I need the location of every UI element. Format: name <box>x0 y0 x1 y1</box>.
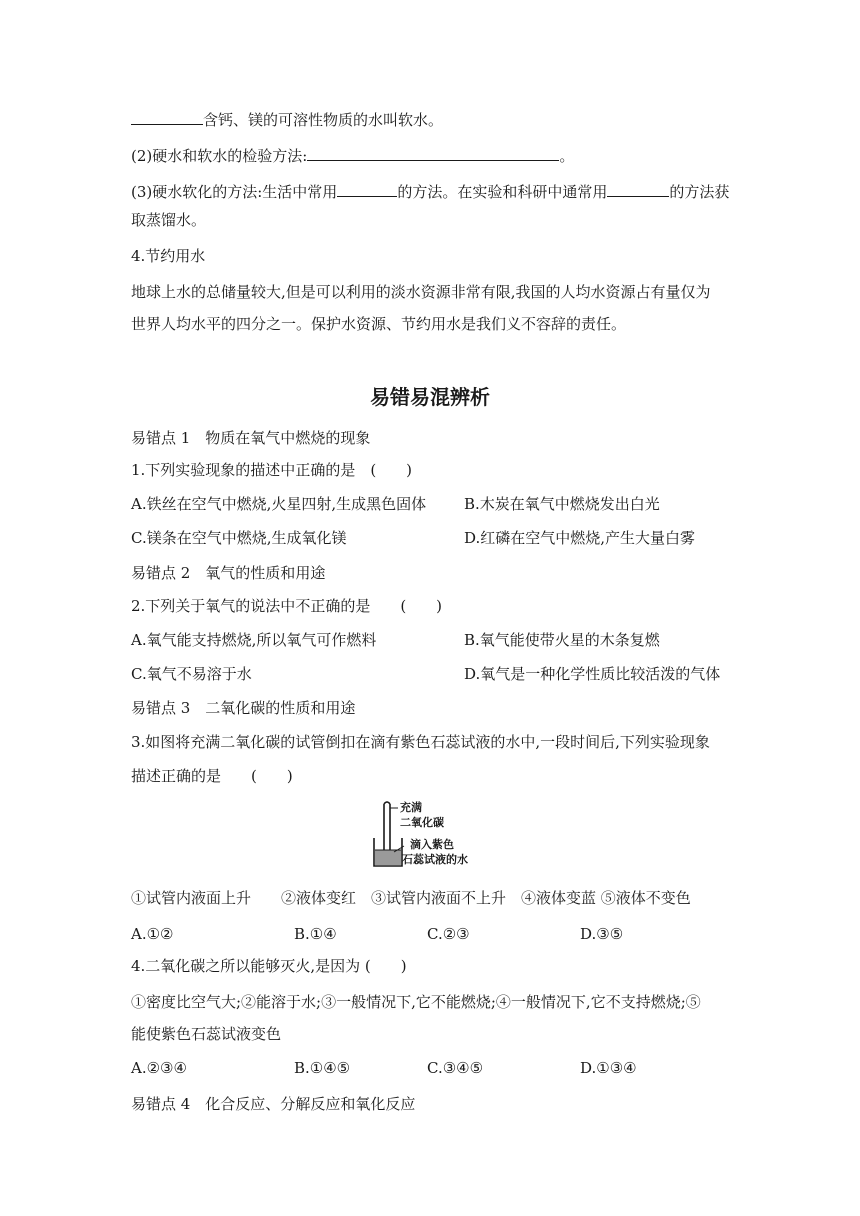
figure-label-1: 充满 <box>400 801 422 814</box>
option-d[interactable]: D.③⑤ <box>580 925 624 943</box>
figure-label-4: 石蕊试液的水 <box>402 853 468 866</box>
question-4-text: 4.二氧化碳之所以能够灭火,是因为 ( ) <box>131 957 407 975</box>
option-d[interactable]: D.红磷在空气中燃烧,产生大量白雾 <box>464 529 696 547</box>
soft-water-definition-line <box>131 110 443 130</box>
question-2-line <box>131 146 574 166</box>
question-3-line <box>131 182 729 202</box>
question-2-end: 。 <box>559 147 575 165</box>
option-b[interactable]: B.①④⑤ <box>294 1059 351 1077</box>
option-a[interactable]: A.①② <box>131 925 174 943</box>
question-4-statements-line-2: 能使紫色石蕊试液变色 <box>131 1025 282 1043</box>
error-point-2-label: 易错点 2 氧气的性质和用途 <box>131 564 326 582</box>
question-4-statements-line-1: ①密度比空气大;②能溶于水;③一般情况下,它不能燃烧;④一般情况下,它不支持燃烧;⑤ <box>131 993 701 1011</box>
option-c[interactable]: C.②③ <box>427 925 470 943</box>
section-4-title: 4.节约用水 <box>131 247 206 265</box>
option-d[interactable]: D.①③④ <box>580 1059 637 1077</box>
question-1-options-row-1 <box>131 494 426 514</box>
question-3-text-b: 的方法。在实验和科研中通常用 <box>397 183 608 201</box>
question-3-mc-text-line-1: 3.如图将充满二氧化碳的试管倒扣在滴有紫色石蕊试液的水中,一段时间后,下列实验现象 <box>131 733 710 751</box>
option-c[interactable]: C.氧气不易溶于水 <box>131 665 252 683</box>
question-2-text: (2)硬水和软水的检验方法: <box>131 147 308 165</box>
soft-water-definition-text: 含钙、镁的可溶性物质的水叫软水。 <box>203 111 444 129</box>
question-3-text-c: 的方法获 <box>669 183 730 201</box>
option-a[interactable]: A.铁丝在空气中燃烧,火星四射,生成黑色固体 <box>131 495 427 513</box>
test-tube-figure <box>370 800 500 870</box>
option-a[interactable]: A.②③④ <box>131 1059 187 1077</box>
option-b[interactable]: B.①④ <box>294 925 337 943</box>
error-point-4-label: 易错点 4 化合反应、分解反应和氧化反应 <box>131 1095 416 1113</box>
water-fill <box>375 850 401 865</box>
option-c[interactable]: C.③④⑤ <box>427 1059 484 1077</box>
error-point-1-label: 易错点 1 物质在氧气中燃烧的现象 <box>131 429 371 447</box>
option-d[interactable]: D.氧气是一种化学性质比较活泼的气体 <box>464 665 721 683</box>
figure-label-3: 滴入紫色 <box>410 838 454 851</box>
question-2-mc-text: 2.下列关于氧气的说法中不正确的是 ( ) <box>131 597 443 615</box>
fill-in-blank[interactable] <box>337 182 397 197</box>
option-b[interactable]: B.木炭在氧气中燃烧发出白光 <box>464 495 660 513</box>
question-1-text: 1.下列实验现象的描述中正确的是 ( ) <box>131 461 413 479</box>
fill-in-blank[interactable] <box>307 146 559 161</box>
fill-in-blank[interactable] <box>131 110 203 125</box>
test-tube-shape <box>384 802 390 852</box>
section-4-paragraph-line-1: 地球上水的总储量较大,但是可以利用的淡水资源非常有限,我国的人均水资源占有量仅为 <box>131 283 711 301</box>
question-3-line-2: 取蒸馏水。 <box>131 211 207 229</box>
figure-label-2: 二氧化碳 <box>400 816 444 829</box>
section-title: 易错易混辨析 <box>370 385 490 409</box>
question-3-text-a: (3)硬水软化的方法:生活中常用 <box>131 183 338 201</box>
option-a[interactable]: A.氧气能支持燃烧,所以氧气可作燃料 <box>131 631 377 649</box>
option-c[interactable]: C.镁条在空气中燃烧,生成氧化镁 <box>131 529 347 547</box>
fill-in-blank[interactable] <box>607 182 669 197</box>
error-point-3-label: 易错点 3 二氧化碳的性质和用途 <box>131 699 356 717</box>
question-3-mc-text-line-2: 描述正确的是 ( ) <box>131 767 293 785</box>
option-b[interactable]: B.氧气能使带火星的木条复燃 <box>464 631 660 649</box>
section-4-paragraph-line-2: 世界人均水平的四分之一。保护水资源、节约用水是我们义不容辞的责任。 <box>131 315 627 333</box>
question-3-statements: ①试管内液面上升 ②液体变红 ③试管内液面不上升 ④液体变蓝 ⑤液体不变色 <box>131 889 691 907</box>
